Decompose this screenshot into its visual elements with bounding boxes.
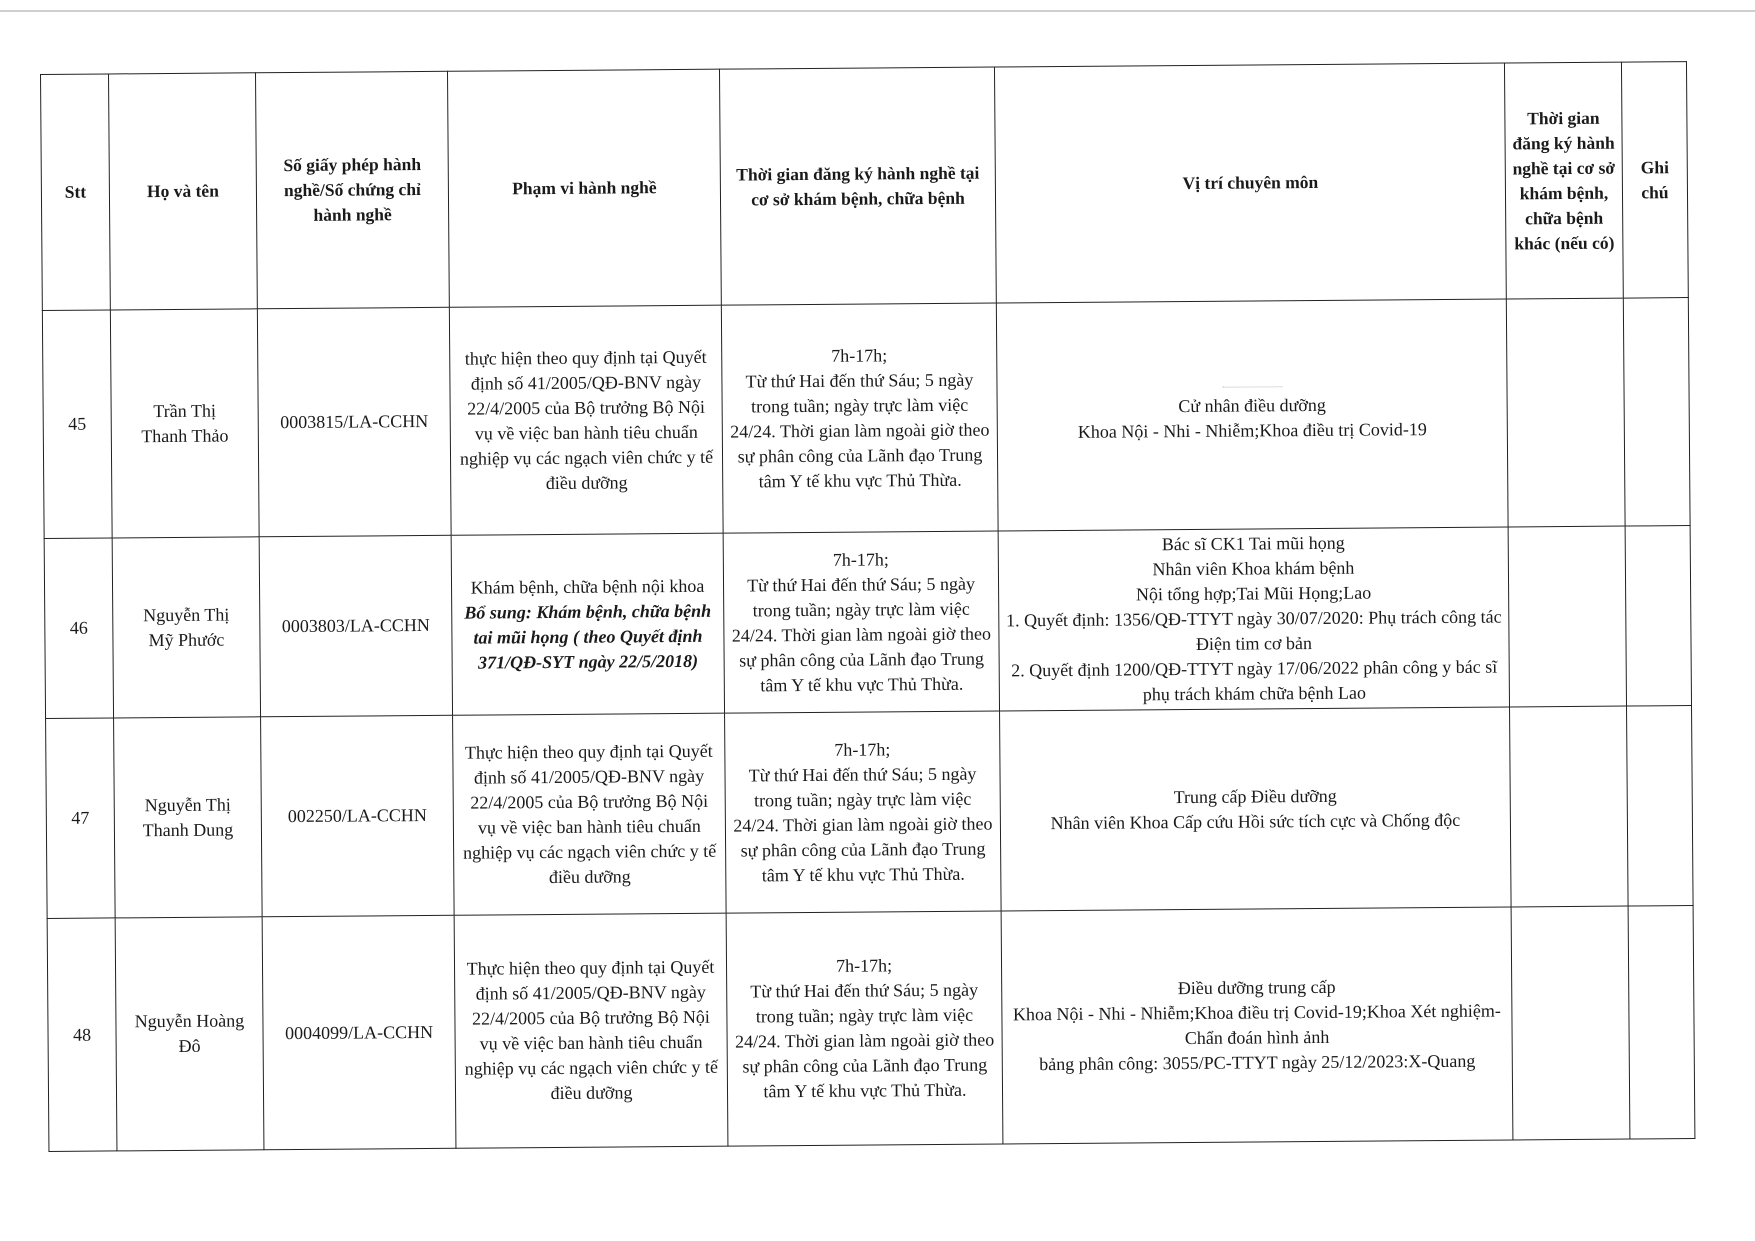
cell-time <box>723 531 999 713</box>
cell-license: 0004099/LA-CCHN <box>262 915 456 1150</box>
cell-other-time <box>1511 906 1630 1140</box>
header-time: Thời gian đăng ký hành nghề tại cơ sở khám bệnh, chữa bệnh <box>719 67 996 305</box>
cell-other-time <box>1506 298 1625 527</box>
cell-scope <box>454 913 728 1148</box>
cell-position <box>998 527 1509 711</box>
header-position: Vị trí chuyên môn <box>994 63 1506 303</box>
position-line: Khoa Nội - Nhi - Nhiễm;Khoa điều trị Covid-19 <box>1077 419 1427 442</box>
time-hours: 7h-17h; <box>835 955 893 976</box>
header-license: Số giấy phép hành nghề/Số chứng chỉ hành nghề <box>255 71 449 309</box>
cell-scope <box>453 713 727 915</box>
position-line: 2. Quyết định 1200/QĐ-TTYT ngày 17/06/2022 phân công y bác sĩ phụ trách khám chữa bệnh Lao <box>1011 656 1498 705</box>
time-detail: Từ thứ Hai đến thứ Sáu; 5 ngày trong tuần; ngày trực làm việc 24/24. Thời gian làm ngoài giờ theo sự phân công của Lãnh đạo Trung tâm Y tế khu vực Thủ Thừa. <box>734 979 995 1102</box>
position-line: bảng phân công: 3055/PC-TTYT ngày 25/12/2023:X-Quang <box>1039 1050 1476 1075</box>
cell-time <box>726 911 1003 1146</box>
scope-text: Thực hiện theo quy định tại Quyết định số 41/2005/QĐ-BNV ngày 22/4/2005 của Bộ trưởng Bộ Nội vụ về việc ban hành tiêu chuẩn nghiệp vụ các ngạch viên chức y tế điều dưỡng <box>462 740 717 887</box>
cell-note <box>1625 526 1691 707</box>
name-line: Nguyễn Thị <box>143 604 230 625</box>
cell-name <box>115 917 264 1151</box>
scan-edge <box>0 10 1755 12</box>
cell-scope <box>451 533 724 715</box>
scope-supplement: Bổ sung: Khám bệnh, chữa bệnh tai mũi họng ( theo Quyết định 371/QĐ-SYT ngày 22/5/2018) <box>464 600 712 673</box>
cell-time <box>721 303 998 533</box>
cell-position <box>996 299 1508 531</box>
position-line: Nội tổng hợp;Tai Mũi Họng;Lao <box>1135 582 1372 605</box>
position-line: Bác sĩ CK1 Tai mũi họng <box>1161 532 1345 555</box>
cell-time <box>725 711 1002 913</box>
header-stt: Stt <box>41 74 111 311</box>
name-line: Trần Thị <box>153 400 216 421</box>
scope-text: Khám bệnh, chữa bệnh nội khoa <box>470 575 705 598</box>
table-row <box>47 906 1695 1152</box>
scope-text: Thực hiện theo quy định tại Quyết định số 41/2005/QĐ-BNV ngày 22/4/2005 của Bộ trưởng Bộ Nội vụ về việc ban hành tiêu chuẩn nghiệp vụ các ngạch viên chức y tế điều dưỡng <box>464 956 718 1104</box>
position-line: Trung cấp Điều dưỡng <box>1173 785 1337 807</box>
cell-scope <box>449 305 723 535</box>
cell-stt: 45 <box>42 310 112 539</box>
position-line: 1. Quyết định: 1356/QĐ-TTYT ngày 30/07/2020: Phụ trách công tác Điện tim cơ bản <box>1005 606 1502 654</box>
cell-position <box>1001 907 1513 1144</box>
name-line: Nguyễn Thị <box>144 794 231 815</box>
position-line: Nhân viên Khoa khám bệnh <box>1152 557 1355 580</box>
cell-stt: 48 <box>47 918 117 1152</box>
header-other-time: Thời gian đăng ký hành nghề tại cơ sở khám bệnh, chữa bệnh khác (nếu có) <box>1504 62 1623 299</box>
practitioner-table <box>40 61 1695 1152</box>
cell-name <box>114 717 263 918</box>
cell-license: 0003803/LA-CCHN <box>259 535 452 717</box>
time-detail: Từ thứ Hai đến thứ Sáu; 5 ngày trong tuần; ngày trực làm việc 24/24. Thời gian làm ngoài giờ theo sự phân công của Lãnh đạo Trung tâm Y tế khu vực Thủ Thừa. <box>733 763 993 885</box>
cell-other-time <box>1508 526 1626 707</box>
scope-text: thực hiện theo quy định tại Quyết định số 41/2005/QĐ-BNV ngày 22/4/2005 của Bộ trưởng Bộ Nội vụ về việc ban hành tiêu chuẩn nghiệp vụ các ngạch viên chức y tế điều dưỡng <box>459 346 714 493</box>
position-line: Nhân viên Khoa Cấp cứu Hồi sức tích cực và Chống độc <box>1050 809 1461 833</box>
header-name: Họ và tên <box>109 73 258 310</box>
time-hours: 7h-17h; <box>832 548 889 570</box>
name-line: Đô <box>178 1035 201 1056</box>
table-header-row <box>41 62 1689 311</box>
position-line: Điều dưỡng trung cấp <box>1177 976 1336 999</box>
table-row <box>46 706 1694 919</box>
name-line: Nguyễn Hoàng <box>134 1010 245 1032</box>
cell-license: 0003815/LA-CCHN <box>257 307 451 537</box>
time-hours: 7h-17h; <box>834 738 891 760</box>
cell-name <box>110 309 259 538</box>
cell-license: 002250/LA-CCHN <box>261 715 455 917</box>
name-line: Mỹ Phước <box>148 629 225 650</box>
table-row <box>42 298 1690 539</box>
cell-stt: 47 <box>46 718 116 919</box>
cell-other-time <box>1510 706 1629 907</box>
time-detail: Từ thứ Hai đến thứ Sáu; 5 ngày trong tuần; ngày trực làm việc 24/24. Thời gian làm ngoài giờ theo sự phân công của Lãnh đạo Trung tâm Y tế khu vực Thủ Thừa. <box>731 573 992 695</box>
table-row <box>44 526 1691 719</box>
cell-note <box>1623 298 1690 527</box>
position-line: Khoa Nội - Nhi - Nhiễm;Khoa điều trị Covid-19;Khoa Xét nghiệm-Chẩn đoán hình ảnh <box>1012 1000 1501 1049</box>
name-line: Thanh Dung <box>142 819 234 840</box>
header-scope: Phạm vi hành nghề <box>447 69 721 307</box>
cell-stt: 46 <box>44 538 113 719</box>
time-hours: 7h-17h; <box>831 344 888 366</box>
cell-note <box>1628 906 1695 1140</box>
document-page <box>40 61 1694 1149</box>
name-line: Thanh Thảo <box>141 425 229 446</box>
time-detail: Từ thứ Hai đến thứ Sáu; 5 ngày trong tuần; ngày trực làm việc 24/24. Thời gian làm ngoài giờ theo sự phân công của Lãnh đạo Trung tâm Y tế khu vực Thủ Thừa. <box>730 369 990 491</box>
cell-name <box>112 537 260 718</box>
header-note: Ghi chú <box>1621 62 1688 299</box>
position-line: Cử nhân điều dưỡng <box>1178 394 1326 417</box>
cell-note <box>1627 706 1694 907</box>
cell-position <box>1000 707 1512 911</box>
